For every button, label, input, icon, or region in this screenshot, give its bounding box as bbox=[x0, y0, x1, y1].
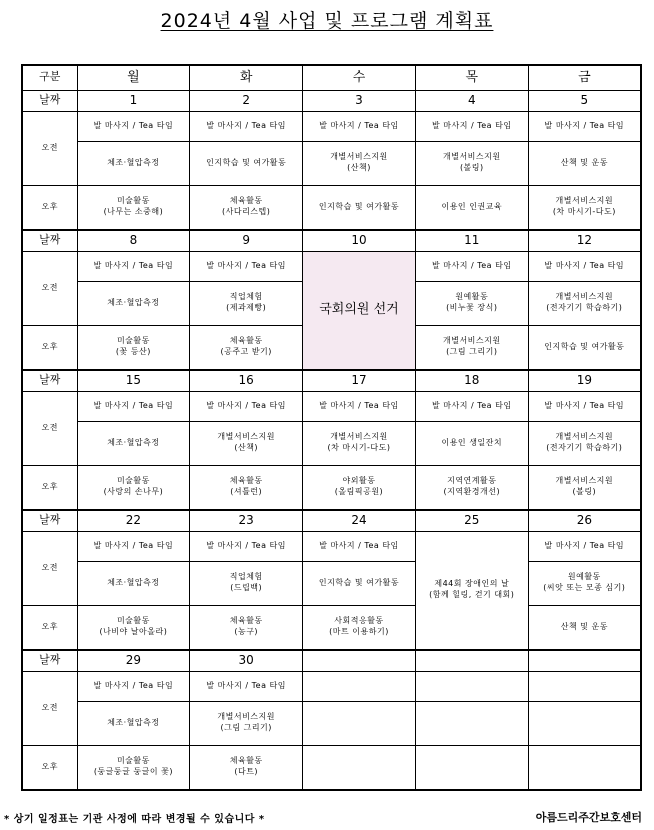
date-row bbox=[22, 90, 641, 111]
pm-row bbox=[22, 185, 641, 230]
pm-label: 오후 bbox=[22, 465, 77, 510]
date-cell: 18 bbox=[415, 370, 528, 392]
activity-line: 산책 및 운동 bbox=[560, 621, 608, 631]
day-header: 수 bbox=[303, 65, 416, 90]
date-row bbox=[22, 510, 641, 532]
activity-cell bbox=[190, 745, 303, 790]
date-cell: 16 bbox=[190, 370, 303, 392]
activity-line: 체육활동 bbox=[229, 616, 263, 626]
date-cell: 30 bbox=[190, 650, 303, 672]
activity-line: (마트 이용하기) bbox=[329, 627, 389, 636]
activity-cell: 발 마사지 / Tea 타임 bbox=[303, 391, 416, 421]
activity-cell: 발 마사지 / Tea 타임 bbox=[528, 111, 641, 141]
activity-line: (함께 힐링, 걷기 대회) bbox=[429, 590, 515, 599]
date-cell: 8 bbox=[77, 230, 190, 252]
activity-cell bbox=[415, 701, 528, 745]
center-name: 아름드리주간보호센터 bbox=[535, 811, 642, 824]
activity-line: 개별서비스지원 bbox=[330, 432, 388, 442]
activity-line: (전자기기 학습하기) bbox=[546, 443, 623, 452]
activity-line: 개별서비스지원 bbox=[442, 152, 501, 162]
activity-cell: 발 마사지 / Tea 타임 bbox=[190, 251, 303, 281]
activity-line: (차 마시기-다도) bbox=[552, 207, 616, 216]
activity-cell bbox=[303, 421, 416, 465]
am-row bbox=[22, 111, 641, 141]
activity-line: 체조·혈압측정 bbox=[107, 297, 160, 307]
pm-row bbox=[22, 465, 641, 510]
activity-line: (꽃 등산) bbox=[115, 347, 151, 356]
day-header: 목 bbox=[415, 65, 528, 90]
activity-line: (산책) bbox=[347, 163, 371, 172]
activity-cell: 발 마사지 / Tea 타임 bbox=[77, 531, 190, 561]
activity-cell bbox=[190, 141, 303, 185]
activity-cell: 발 마사지 / Tea 타임 bbox=[528, 391, 641, 421]
activity-cell bbox=[77, 605, 190, 650]
date-cell: 25 bbox=[415, 510, 528, 532]
page-title: 2024년 4월 사업 및 프로그램 계획표 bbox=[160, 10, 494, 32]
date-cell: 1 bbox=[77, 90, 190, 111]
date-cell: 10 bbox=[303, 230, 416, 252]
activity-line: (씨앗 또는 모종 심기) bbox=[543, 583, 626, 592]
activity-cell bbox=[528, 605, 641, 650]
am-row bbox=[22, 701, 641, 745]
activity-line: (볼링) bbox=[459, 163, 484, 172]
activity-line: 개별서비스지원 bbox=[555, 292, 614, 302]
activity-cell: 발 마사지 / Tea 타임 bbox=[303, 531, 416, 561]
activity-cell bbox=[528, 185, 641, 230]
activity-line: (드립백) bbox=[230, 583, 263, 592]
date-label: 날짜 bbox=[22, 370, 77, 392]
activity-cell bbox=[528, 325, 641, 370]
am-row bbox=[22, 561, 641, 605]
activity-line: 개별서비스지원 bbox=[217, 432, 275, 442]
activity-line: (제과제빵) bbox=[226, 303, 267, 312]
activity-line: 사회적응활동 bbox=[334, 616, 384, 626]
activity-line: 체육활동 bbox=[229, 196, 263, 206]
activity-cell bbox=[528, 141, 641, 185]
activity-line: (그림 그리기) bbox=[446, 347, 498, 356]
date-cell: 29 bbox=[77, 650, 190, 672]
date-cell: 11 bbox=[415, 230, 528, 252]
activity-cell bbox=[190, 281, 303, 325]
activity-line: 개별서비스지원 bbox=[330, 152, 388, 162]
date-row bbox=[22, 370, 641, 392]
date-label: 날짜 bbox=[22, 510, 77, 532]
activity-cell bbox=[77, 185, 190, 230]
activity-cell: 발 마사지 / Tea 타임 bbox=[303, 111, 416, 141]
activity-cell bbox=[77, 325, 190, 370]
date-cell: 19 bbox=[528, 370, 641, 392]
activity-cell bbox=[528, 281, 641, 325]
date-cell: 15 bbox=[77, 370, 190, 392]
activity-cell: 발 마사지 / Tea 타임 bbox=[415, 391, 528, 421]
activity-cell bbox=[415, 465, 528, 510]
activity-line: 원예활동 bbox=[567, 572, 601, 582]
activity-line: (사다리스텝) bbox=[222, 207, 271, 216]
date-row bbox=[22, 650, 641, 672]
activity-line: 개별서비스지원 bbox=[555, 196, 614, 206]
activity-line: 이용인 생일잔치 bbox=[441, 437, 503, 447]
activity-line: 개별서비스지원 bbox=[555, 476, 614, 486]
activity-line: (셔틀런) bbox=[230, 487, 263, 496]
am-label: 오전 bbox=[22, 671, 77, 745]
activity-cell: 발 마사지 / Tea 타임 bbox=[190, 671, 303, 701]
activity-cell bbox=[415, 671, 528, 701]
am-label: 오전 bbox=[22, 391, 77, 465]
activity-cell bbox=[303, 671, 416, 701]
activity-line: 인지학습 및 여가활동 bbox=[318, 201, 400, 211]
date-label: 날짜 bbox=[22, 90, 77, 111]
activity-line: 체육활동 bbox=[229, 756, 263, 766]
activity-cell: 발 마사지 / Tea 타임 bbox=[415, 251, 528, 281]
activity-cell bbox=[190, 605, 303, 650]
activity-line: 체조·혈압측정 bbox=[107, 577, 160, 587]
activity-cell bbox=[190, 561, 303, 605]
activity-cell: 발 마사지 / Tea 타임 bbox=[528, 251, 641, 281]
activity-line: 인지학습 및 여가활동 bbox=[206, 157, 287, 167]
activity-cell bbox=[528, 561, 641, 605]
activity-line: 개별서비스지원 bbox=[555, 432, 614, 442]
activity-cell: 발 마사지 / Tea 타임 bbox=[77, 391, 190, 421]
activity-cell bbox=[528, 701, 641, 745]
activity-cell bbox=[77, 561, 190, 605]
activity-line: 미술활동 bbox=[116, 196, 150, 206]
am-label: 오전 bbox=[22, 531, 77, 605]
activity-line: (나비야 날아올라) bbox=[99, 627, 168, 636]
activity-line: 체조·혈압측정 bbox=[107, 437, 160, 447]
activity-cell: 발 마사지 / Tea 타임 bbox=[77, 251, 190, 281]
header-row bbox=[22, 65, 641, 90]
activity-line: 체육활동 bbox=[229, 336, 263, 346]
activity-line: 개별서비스지원 bbox=[217, 712, 275, 722]
activity-cell bbox=[415, 141, 528, 185]
activity-cell: 발 마사지 / Tea 타임 bbox=[77, 111, 190, 141]
date-cell bbox=[303, 650, 416, 672]
date-cell bbox=[528, 650, 641, 672]
activity-cell bbox=[303, 605, 416, 650]
date-cell: 26 bbox=[528, 510, 641, 532]
activity-cell: 발 마사지 / Tea 타임 bbox=[190, 531, 303, 561]
activity-cell bbox=[303, 185, 416, 230]
activity-line: (농구) bbox=[234, 627, 259, 636]
activity-line: (둥글둥글 둥글이 꽃) bbox=[93, 767, 173, 776]
activity-line: (지역환경개선) bbox=[443, 487, 501, 496]
activity-cell bbox=[303, 141, 416, 185]
activity-cell bbox=[190, 421, 303, 465]
activity-cell bbox=[303, 701, 416, 745]
activity-cell bbox=[77, 421, 190, 465]
activity-line: 미술활동 bbox=[116, 756, 150, 766]
special-event: 국회의원 선거 bbox=[303, 251, 416, 370]
activity-cell bbox=[528, 421, 641, 465]
date-cell: 23 bbox=[190, 510, 303, 532]
date-label: 날짜 bbox=[22, 230, 77, 252]
day-header: 화 bbox=[190, 65, 303, 90]
activity-cell: 발 마사지 / Tea 타임 bbox=[528, 531, 641, 561]
date-cell: 9 bbox=[190, 230, 303, 252]
activity-cell bbox=[77, 281, 190, 325]
activity-cell bbox=[190, 325, 303, 370]
activity-line: 지역연계활동 bbox=[447, 476, 497, 486]
activity-line: 야외활동 bbox=[342, 476, 376, 486]
date-cell: 3 bbox=[303, 90, 416, 111]
activity-line: 미술활동 bbox=[116, 336, 150, 346]
activity-cell bbox=[528, 465, 641, 510]
date-cell bbox=[415, 650, 528, 672]
activity-cell bbox=[303, 561, 416, 605]
schedule-table bbox=[21, 64, 642, 791]
activity-line: 제44회 장애인의 날 bbox=[434, 579, 510, 589]
header-label: 구분 bbox=[22, 65, 77, 90]
activity-cell bbox=[415, 421, 528, 465]
pm-row bbox=[22, 745, 641, 790]
activity-cell bbox=[77, 141, 190, 185]
activity-cell bbox=[190, 185, 303, 230]
am-row bbox=[22, 251, 641, 281]
activity-cell: 발 마사지 / Tea 타임 bbox=[77, 671, 190, 701]
am-row bbox=[22, 671, 641, 701]
activity-line: 직업체험 bbox=[229, 572, 263, 582]
activity-line: (산책) bbox=[234, 443, 259, 452]
am-label: 오전 bbox=[22, 251, 77, 325]
pm-label: 오후 bbox=[22, 185, 77, 230]
activity-line: (차 마시기-다도) bbox=[327, 443, 391, 452]
date-label: 날짜 bbox=[22, 650, 77, 672]
activity-cell bbox=[415, 281, 528, 325]
activity-line: 체육활동 bbox=[229, 476, 263, 486]
activity-cell: 발 마사지 / Tea 타임 bbox=[190, 391, 303, 421]
activity-cell bbox=[303, 745, 416, 790]
am-row bbox=[22, 421, 641, 465]
activity-cell bbox=[77, 701, 190, 745]
activity-line: 체조·혈압측정 bbox=[107, 157, 160, 167]
activity-line: (볼링) bbox=[572, 487, 597, 496]
activity-line: 미술활동 bbox=[116, 616, 150, 626]
activity-cell bbox=[415, 745, 528, 790]
date-cell: 17 bbox=[303, 370, 416, 392]
activity-line: (비누꽃 장식) bbox=[446, 303, 498, 312]
activity-cell: 발 마사지 / Tea 타임 bbox=[190, 111, 303, 141]
date-cell: 5 bbox=[528, 90, 641, 111]
activity-cell bbox=[77, 745, 190, 790]
activity-cell bbox=[528, 745, 641, 790]
activity-cell bbox=[190, 701, 303, 745]
activity-line: (다트) bbox=[234, 767, 259, 776]
date-cell: 2 bbox=[190, 90, 303, 111]
am-row bbox=[22, 141, 641, 185]
date-cell: 24 bbox=[303, 510, 416, 532]
day-header: 금 bbox=[528, 65, 641, 90]
activity-cell bbox=[415, 325, 528, 370]
activity-line: 이용인 인권교육 bbox=[441, 201, 503, 211]
activity-line: 산책 및 운동 bbox=[560, 157, 608, 167]
am-label: 오전 bbox=[22, 111, 77, 185]
activity-line: (공주고 받기) bbox=[220, 347, 272, 356]
date-cell: 22 bbox=[77, 510, 190, 532]
activity-line: (나무는 소중해) bbox=[103, 207, 164, 216]
activity-line: (올림픽공원) bbox=[334, 487, 384, 496]
footer-note: * 상기 일정표는 기관 사정에 따라 변경될 수 있습니다 * bbox=[4, 814, 265, 825]
activity-cell bbox=[77, 465, 190, 510]
activity-line: 인지학습 및 여가활동 bbox=[318, 577, 400, 587]
date-row bbox=[22, 230, 641, 252]
activity-line: (전자기기 학습하기) bbox=[546, 303, 623, 312]
activity-line: 원예활동 bbox=[455, 292, 489, 302]
activity-line: 개별서비스지원 bbox=[442, 336, 501, 346]
pm-label: 오후 bbox=[22, 325, 77, 370]
day-header: 월 bbox=[77, 65, 190, 90]
activity-cell bbox=[415, 185, 528, 230]
activity-line: 인지학습 및 여가활동 bbox=[544, 341, 625, 351]
am-row bbox=[22, 391, 641, 421]
activity-line: (사랑의 손나무) bbox=[103, 487, 164, 496]
date-cell: 4 bbox=[415, 90, 528, 111]
activity-cell bbox=[190, 465, 303, 510]
activity-line: 직업체험 bbox=[229, 292, 263, 302]
am-row bbox=[22, 531, 641, 561]
activity-cell: 발 마사지 / Tea 타임 bbox=[415, 111, 528, 141]
date-cell: 12 bbox=[528, 230, 641, 252]
activity-line: 체조·혈압측정 bbox=[107, 717, 160, 727]
activity-cell bbox=[303, 465, 416, 510]
activity-cell bbox=[528, 671, 641, 701]
holiday-event bbox=[415, 531, 528, 650]
pm-label: 오후 bbox=[22, 605, 77, 650]
activity-line: 미술활동 bbox=[116, 476, 150, 486]
activity-line: (그림 그리기) bbox=[220, 723, 272, 732]
pm-label: 오후 bbox=[22, 745, 77, 790]
pm-row bbox=[22, 605, 641, 650]
